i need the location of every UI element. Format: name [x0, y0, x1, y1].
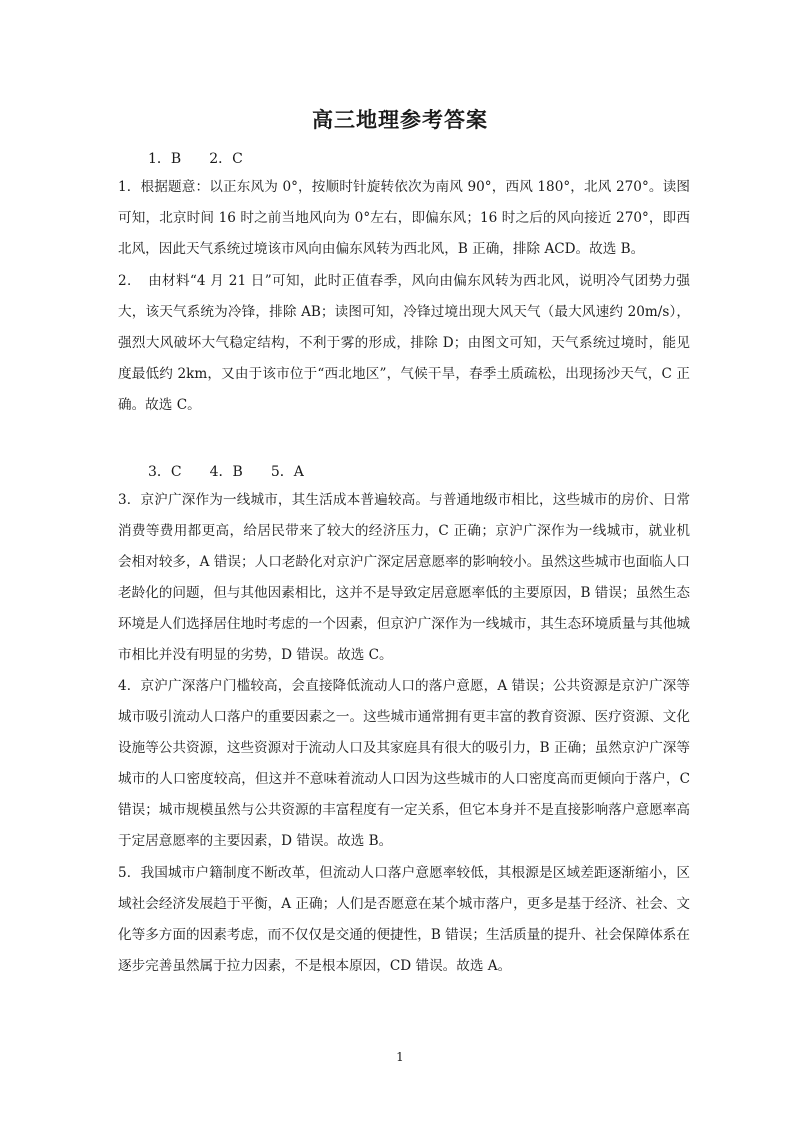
answer-key-group-1	[148, 148, 271, 168]
answer-key-group-2	[148, 461, 332, 481]
explanation-2: 2． 由材料“4 月 21 日”可知，此时正值春季，风向由偏东风转为西北风，说明冷气团势力强大，该天气系统为冷锋，排除 AB；读图可知，冷锋过境出现大风天气（最大风速约 20m/s），强烈大风破坏大气稳定结构，不利于雾的形成，排除 D；由图文可知，天气系统过境时，能见度最低约 2km，又由于该市位于“西北地区”，气候干旱，春季土质疏松，出现扬沙天气，C 正确。故选 C。	[118, 273, 690, 413]
answer-4: 4．B	[209, 464, 243, 480]
answer-1: 1．B	[148, 151, 182, 167]
answer-2: 2．C	[209, 151, 243, 167]
document-title: 高三地理参考答案	[312, 107, 488, 132]
explanation-4: 4．京沪广深落户门槛较高，会直接降低流动人口的落户意愿，A 错误；公共资源是京沪广深等城市吸引流动人口落户的重要因素之一。这些城市通常拥有更丰富的教育资源、医疗资源、文化设施等公共资源，这些资源对于流动人口及其家庭具有很大的吸引力，B 正确；虽然京沪广深等城市的人口密度较高，但这并不意味着流动人口因为这些城市的人口密度高而更倾向于落户，C 错误；城市规模虽然与公共资源的丰富程度有一定关系，但它本身并不是直接影响落户意愿率高于定居意愿率的主要因素，D 错误。故选 B。	[118, 678, 690, 849]
answer-5: 5．A	[270, 464, 304, 480]
explanation-3: 3．京沪广深作为一线城市，其生活成本普遍较高。与普通地级市相比，这些城市的房价、日常消费等费用都更高，给居民带来了较大的经济压力，C 正确；京沪广深作为一线城市，就业机会相对较多，A 错误；人口老龄化对京沪广深定居意愿率的影响较小。虽然这些城市也面临人口老龄化的问题，但与其他因素相比，这并不是导致定居意愿率低的主要原因，B 错误；虽然生态环境是人们选择居住地时考虑的一个因素，但京沪广深作为一线城市，其生态环境质量与其他城市相比并没有明显的劣势，D 错误。故选 C。	[118, 492, 690, 663]
page-number: 1	[396, 1050, 404, 1064]
answer-3: 3．C	[148, 464, 182, 480]
explanation-1: 1．根据题意：以正东风为 0°，按顺时针旋转依次为南风 90°，西风 180°，北风 270°。读图可知，北京时间 16 时之前当地风向为 0°左右，即偏东风；16 时之后的风向接近 270°，即西北风，因此天气系统过境该市风向由偏东风转为西北风，B 正确，排除 ACD。故选 B。	[118, 179, 690, 257]
explanation-5: 5．我国城市户籍制度不断改革，但流动人口落户意愿率较低，其根源是区域差距逐渐缩小，区域社会经济发展趋于平衡，A 正确；人们是否愿意在某个城市落户，更多是基于经济、社会、文化等多方面的因素考虑，而不仅仅是交通的便捷性，B 错误；生活质量的提升、社会保障体系在逐步完善虽然属于拉力因素，不是根本原因，CD 错误。故选 A。	[118, 865, 690, 974]
